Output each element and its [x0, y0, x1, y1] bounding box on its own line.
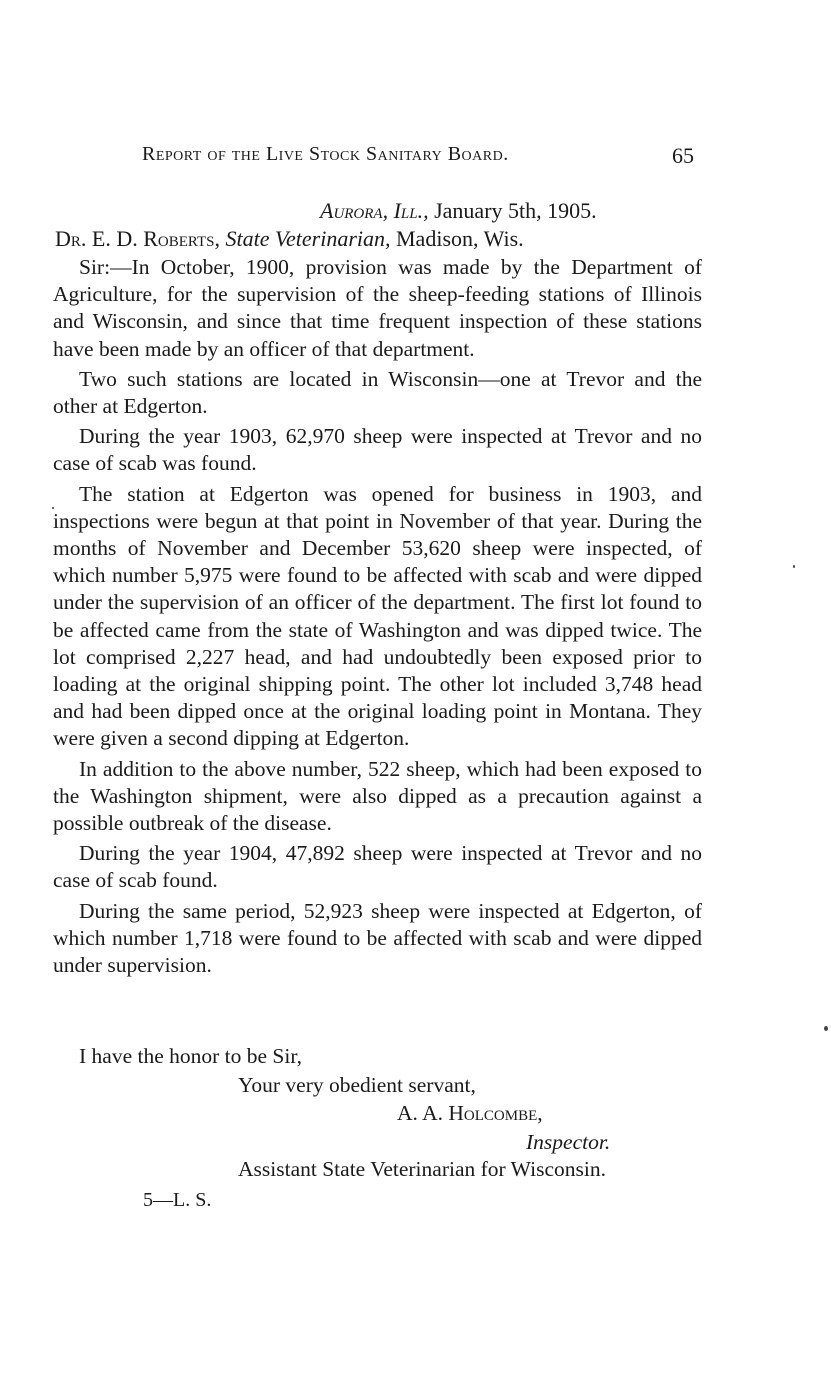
dateline-place: Aurora, Ill.,: [320, 198, 429, 223]
signer-title: Inspector.: [526, 1130, 611, 1154]
closing-line: I have the honor to be Sir,: [79, 1044, 303, 1068]
paragraph: Two such stations are located in Wisconsin—one at Trevor and the other at Edgerton.: [53, 366, 702, 419]
recipient-address: [55, 226, 524, 252]
recipient-place: Madison, Wis.: [396, 226, 524, 251]
paragraph: In addition to the above number, 522 sheep, which had been exposed to the Washington shipment, were also dipped as a precaution against a possible outbreak of the disease.: [53, 756, 702, 836]
dateline-date: January 5th, 1905.: [434, 198, 597, 223]
recipient-title: State Veterinarian,: [225, 226, 391, 251]
paragraph: Sir:—In October, 1900, provision was made by the Department of Agriculture, for the supervision of the sheep-feeding stations of Illinois and Wisconsin, and since that time frequent inspection of these stations have been made by an officer of that department.: [53, 255, 702, 361]
letter-body: [53, 254, 702, 982]
print-speck: [52, 507, 54, 509]
recipient-name: Dr. E. D. Roberts,: [55, 226, 221, 251]
paragraph: During the year 1903, 62,970 sheep were inspected at Trevor and no case of scab was found.: [53, 424, 702, 476]
signature-mark: 5—L. S.: [143, 1189, 212, 1211]
signer-role: Assistant State Veterinarian for Wisconsin.: [238, 1157, 606, 1181]
dateline: [320, 198, 597, 224]
page-number: 65: [672, 143, 694, 168]
paragraph: The station at Edgerton was opened for business in 1903, and inspections were begun at that point in November of that year. During the months of November and December 53,620 sheep were inspected, of which number 5,975 were found to be affected with scab and were dipped under the supervision of an officer of the department. The first lot found to be affected came from the state of Washington and was dipped twice. The lot comprised 2,227 head, and had undoubtedly been exposed prior to loading at the original shipping point. The other lot included 3,748 head and had been dipped once at the original loading point in Montana. They were given a second dipping at Edgerton.: [53, 481, 702, 751]
signer-name: A. A. Holcombe,: [397, 1101, 543, 1125]
paragraph: During the same period, 52,923 sheep were inspected at Edgerton, of which number 1,718 were found to be affected with scab and were dipped under supervision.: [53, 898, 702, 978]
valediction: Your very obedient servant,: [238, 1073, 476, 1097]
paragraph: During the year 1904, 47,892 sheep were inspected at Trevor and no case of scab found.: [53, 841, 702, 893]
print-speck: [824, 1026, 828, 1031]
print-speck: [793, 565, 795, 568]
running-head: Report of the Live Stock Sanitary Board.: [142, 143, 509, 165]
